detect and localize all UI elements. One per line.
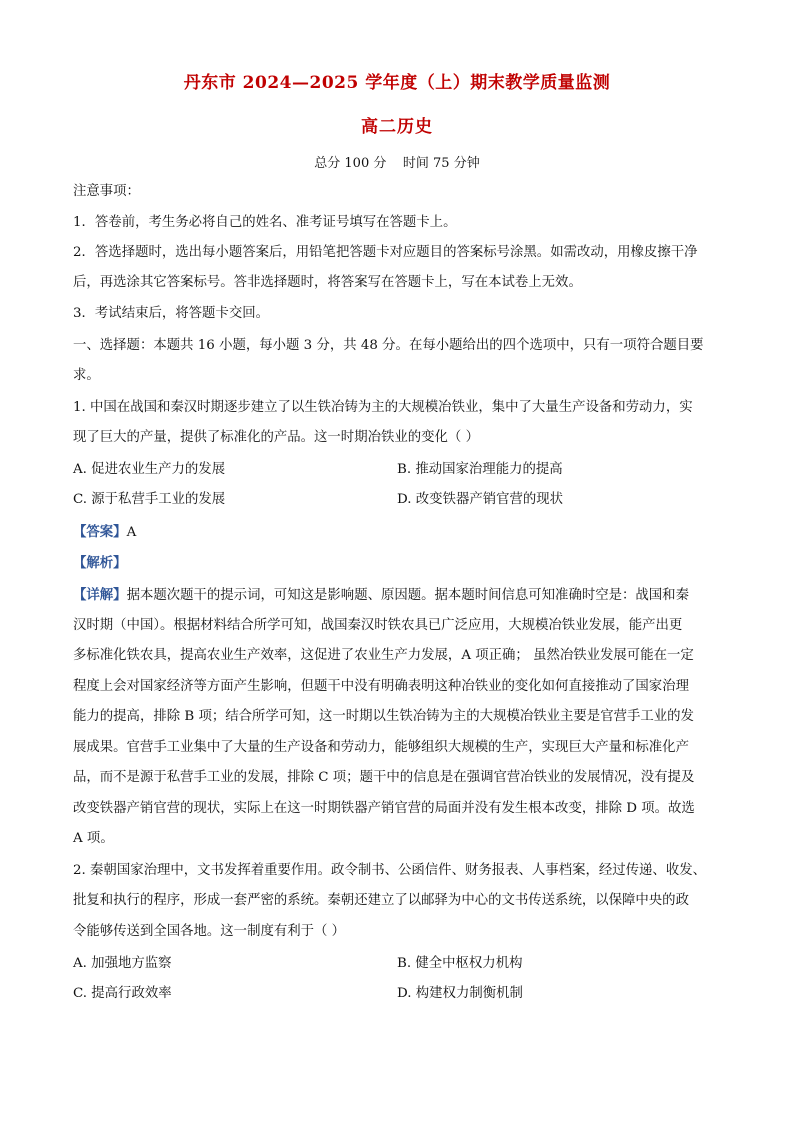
exam-title: 丹东市 2024—2025 学年度（上）期末教学质量监测 bbox=[183, 73, 611, 93]
q1-stem-cont: 现了巨大的产量，提供了标准化的产品。这一时期冶铁业的变化（ ） bbox=[73, 430, 479, 445]
q1-detail-line: 多标准化铁农具，提高农业生产效率，这促进了农业生产力发展，A 项正确； 虽然冶铁业发展可能在一定 bbox=[73, 648, 694, 663]
q2-option-d: D. 构建权力制衡机制 bbox=[397, 986, 523, 1001]
q2-option-a: A. 加强地方监察 bbox=[73, 956, 172, 971]
detail-text: 据本题次题干的提示词，可知这是影响题、原因题。据本题时间信息可知准确时空是：战国和秦 bbox=[126, 588, 689, 603]
q1-option-c: C. 源于私营手工业的发展 bbox=[73, 492, 226, 507]
q2-stem-cont: 批复和执行的程序，形成一套严密的系统。秦朝还建立了以邮驿为中心的文书传送系统，以保障中央的政 bbox=[73, 893, 689, 908]
section-heading-cont: 求。 bbox=[73, 368, 100, 383]
q1-detail-line: 展成果。官营手工业集中了大量的生产设备和劳动力，能够组织大规模的生产，实现巨大产量和标准化产 bbox=[73, 740, 689, 755]
q1-answer-line bbox=[73, 522, 733, 543]
q1-detail-line: 品，而不是源于私营手工业的发展，排除 C 项；题干中的信息是在强调官营冶铁业的发展情况，没有提及 bbox=[73, 770, 695, 785]
q2-stem-cont: 令能够传送到全国各地。这一制度有利于（ ） bbox=[73, 924, 346, 939]
q1-detail-line: A 项。 bbox=[73, 831, 114, 846]
q1-stem: 1. 中国在战国和秦汉时期逐步建立了以生铁冶铸为主的大规模冶铁业，集中了大量生产设备和劳动力，实 bbox=[73, 400, 693, 415]
q1-option-a: A. 促进农业生产力的发展 bbox=[73, 462, 226, 477]
q2-stem: 2. 秦朝国家治理中，文书发挥着重要作用。政令制书、公函信件、财务报表、人事档案，经过传递、收发、 bbox=[73, 863, 706, 878]
q2-option-b: B. 健全中枢权力机构 bbox=[397, 956, 523, 971]
q1-detail-line bbox=[73, 585, 733, 606]
subject-title: 高二历史 bbox=[361, 117, 433, 137]
q1-option-b: B. 推动国家治理能力的提高 bbox=[397, 462, 563, 477]
answer-tag: 【答案】 bbox=[73, 524, 127, 540]
q1-option-d: D. 改变铁器产销官营的现状 bbox=[397, 492, 564, 507]
notice-heading: 注意事项： bbox=[73, 184, 140, 199]
q1-analysis-line bbox=[73, 553, 733, 574]
notice-item: 3．考试结束后，将答题卡交回。 bbox=[73, 306, 269, 321]
notice-item: 2．答选择题时，选出每小题答案后，用铅笔把答题卡对应题目的答案标号涂黑。如需改动，用橡皮擦干净 bbox=[73, 245, 698, 260]
detail-tag: 【详解】 bbox=[73, 587, 127, 603]
q1-detail-line: 程度上会对国家经济等方面产生影响，但题干中没有明确表明这种冶铁业的变化如何直接推动了国家治理 bbox=[73, 679, 689, 694]
notice-item: 后，再选涂其它答案标号。答非选择题时，将答案写在答题卡上，写在本试卷上无效。 bbox=[73, 275, 582, 290]
q1-detail-line: 改变铁器产销官营的现状，实际上在这一时期铁器产销官营的局面并没有发生根本改变，排除 D 项。故选 bbox=[73, 801, 695, 816]
section-heading: 一、选择题：本题共 16 小题，每小题 3 分，共 48 分。在每小题给出的四个选项中，只有一项符合题目要 bbox=[73, 338, 704, 353]
exam-meta: 总分 100 分 时间 75 分钟 bbox=[314, 156, 480, 171]
q2-option-c: C. 提高行政效率 bbox=[73, 986, 172, 1001]
q1-detail-line: 汉时期（中国）。根据材料结合所学可知，战国秦汉时铁农具已广泛应用，大规模冶铁业发展，能产出更 bbox=[73, 618, 683, 633]
q1-detail-line: 能力的提高，排除 B 项；结合所学可知，这一时期以生铁冶铸为主的大规模冶铁业主要是官营手工业的发 bbox=[73, 709, 694, 724]
notice-item: 1．答卷前，考生务必将自己的姓名、准考证号填写在答题卡上。 bbox=[73, 215, 457, 230]
analysis-tag: 【解析】 bbox=[73, 555, 127, 571]
answer-value: A bbox=[126, 525, 137, 540]
